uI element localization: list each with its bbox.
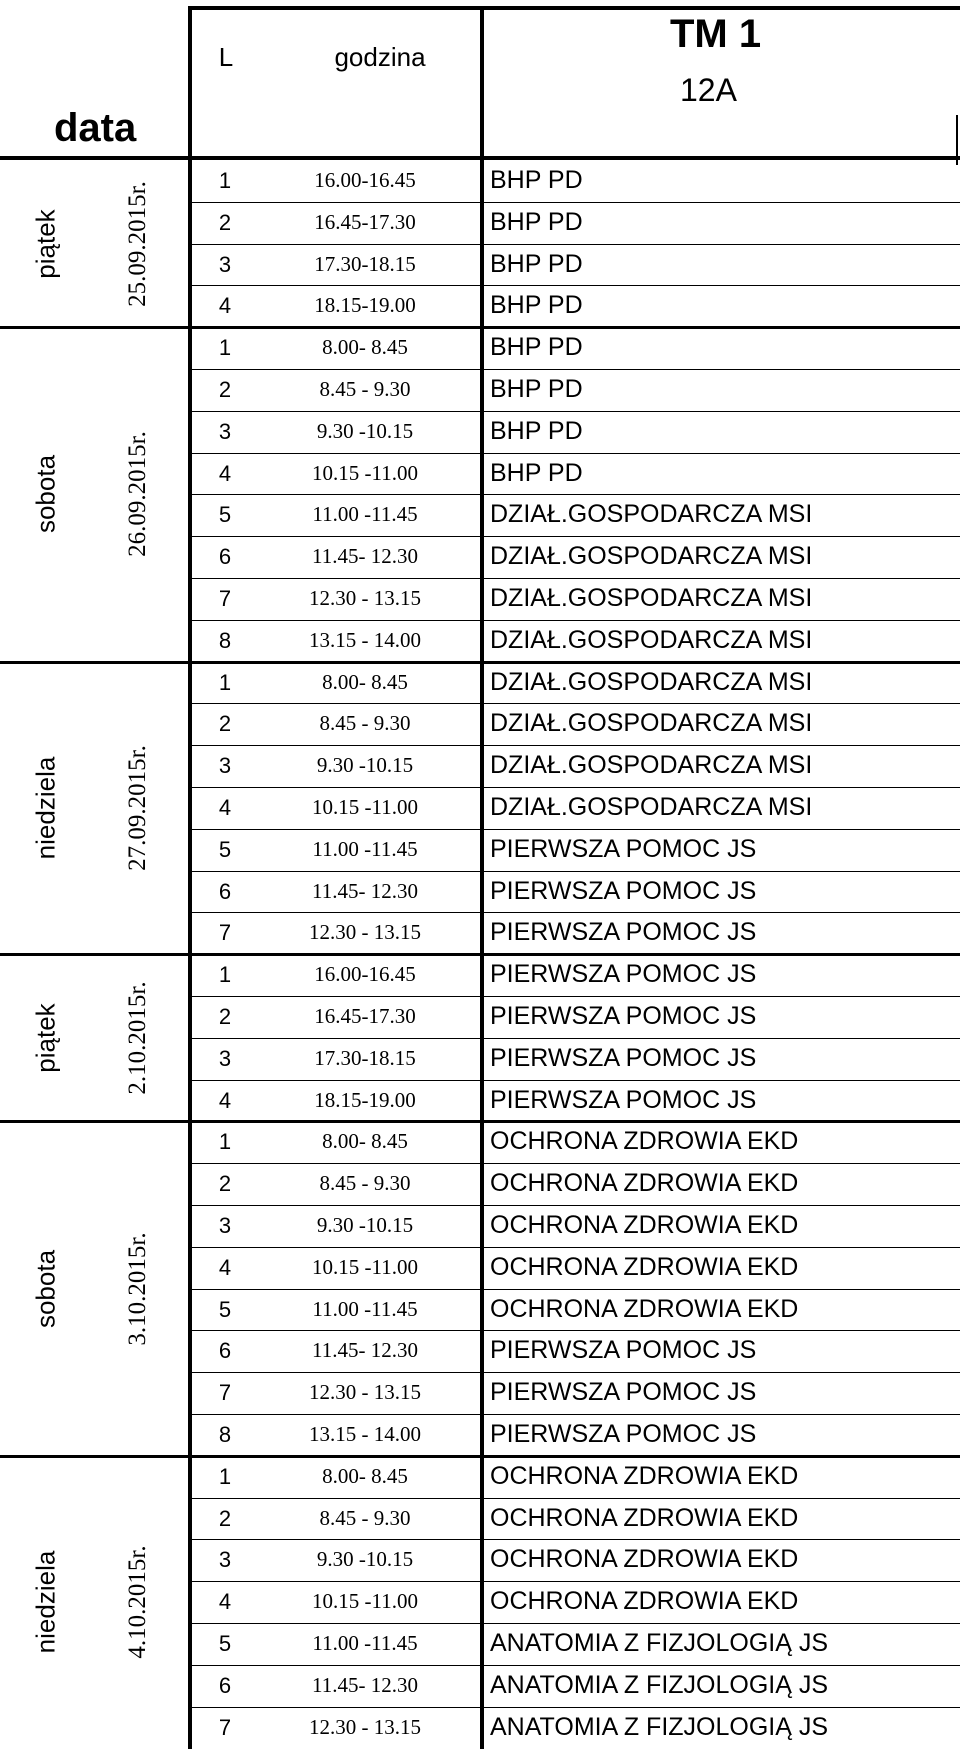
lesson-number: 1 [218,669,232,695]
lesson-time: 12.30 - 13.15 [309,920,421,945]
lesson-number: 4 [218,1087,232,1113]
lesson-time: 18.15-19.00 [314,1087,416,1112]
lesson-subject: ANATOMIA Z FIZJOLOGIĄ JS [490,1712,829,1741]
day-date: 25.09.2015r. [124,180,151,307]
lesson-subject: ANATOMIA Z FIZJOLOGIĄ JS [490,1670,829,1699]
lesson-number: 5 [218,502,232,528]
lesson-number: 7 [218,920,232,946]
lesson-time: 11.00 -11.45 [312,1296,418,1321]
lesson-number: 7 [218,586,232,611]
lesson-number: 1 [218,962,232,988]
lesson-number: 4 [218,795,232,820]
lesson-subject: PIERWSZA POMOC JS [490,918,757,947]
lesson-subject: OCHRONA ZDROWIA EKD [490,1545,799,1574]
lesson-number: 2 [218,209,232,235]
lesson-time: 11.45- 12.30 [312,544,418,569]
lesson-subject: PIERWSZA POMOC JS [490,876,757,905]
lesson-number: 2 [218,1505,232,1531]
lesson-subject: BHP PD [490,458,583,487]
lesson-number: 5 [218,836,232,862]
lesson-subject: BHP PD [490,249,583,278]
lesson-number: 6 [218,1338,232,1364]
left-border [188,8,192,1749]
lesson-time: 17.30-18.15 [314,251,416,276]
room-label: 12A [680,72,737,108]
day-name: sobota [30,1249,61,1328]
column-header-date: data [54,106,137,150]
group-title: TM 1 [670,12,762,56]
lesson-time: 10.15 -11.00 [312,1254,418,1279]
lesson-number: 4 [218,1589,232,1615]
day-separator [0,661,960,664]
lesson-time: 8.00- 8.45 [322,335,408,360]
lesson-subject: PIERWSZA POMOC JS [490,1420,757,1448]
lesson-number: 4 [218,460,232,486]
lesson-subject: DZIAŁ.GOSPODARCZA MSI [490,751,813,780]
lesson-number: 3 [218,251,232,277]
lesson-subject: OCHRONA ZDROWIA EKD [490,1294,799,1323]
lesson-time: 13.15 - 14.00 [309,1422,421,1446]
lesson-number: 2 [218,1171,232,1197]
lesson-time: 11.45- 12.30 [312,878,418,903]
lesson-number: 8 [218,627,232,653]
lesson-subject: DZIAŁ.GOSPODARCZA MSI [490,667,813,696]
column-header-lesson: L [218,42,234,72]
lesson-time: 10.15 -11.00 [312,460,418,485]
day-date: 27.09.2015r. [124,745,151,871]
lesson-number: 1 [218,335,232,361]
lesson-number: 6 [218,1672,232,1698]
lesson-subject: PIERWSZA POMOC JS [490,1336,757,1365]
lesson-time: 9.30 -10.15 [316,1547,414,1572]
day-separator [0,1120,960,1123]
lesson-subject: OCHRONA ZDROWIA EKD [490,1503,799,1532]
lesson-number: 5 [218,1631,232,1656]
header-separator [0,156,960,160]
subject-column-divider [480,8,484,1749]
lesson-number: 4 [218,293,232,319]
lesson-time: 8.00- 8.45 [322,1129,408,1154]
lesson-number: 3 [218,1547,232,1573]
lesson-time: 12.30 - 13.15 [309,1380,421,1405]
lesson-time: 8.00- 8.45 [322,669,408,694]
lesson-subject: DZIAŁ.GOSPODARCZA MSI [490,793,813,821]
lesson-subject: BHP PD [490,166,583,194]
lesson-subject: OCHRONA ZDROWIA EKD [490,1127,799,1156]
lesson-number: 4 [218,1254,232,1280]
day-name: piątek [30,1003,61,1073]
lesson-subject: ANATOMIA Z FIZJOLOGIĄ JS [490,1629,829,1657]
lesson-subject: DZIAŁ.GOSPODARCZA MSI [490,542,813,571]
lesson-subject: BHP PD [490,375,583,403]
lesson-number: 1 [218,1463,232,1489]
lesson-time: 8.00- 8.45 [322,1463,408,1488]
lesson-time: 16.45-17.30 [314,1004,416,1028]
lesson-time: 9.30 -10.15 [316,1213,414,1237]
lesson-time: 12.30 - 13.15 [309,1714,421,1739]
day-date: 2.10.2015r. [124,981,151,1095]
lesson-time: 10.15 -11.00 [312,795,418,819]
lesson-subject: OCHRONA ZDROWIA EKD [490,1587,799,1616]
lesson-number: 6 [218,878,232,904]
lesson-time: 16.00-16.45 [314,962,416,987]
lesson-subject: DZIAŁ.GOSPODARCZA MSI [490,584,813,612]
day-separator [0,326,960,329]
day-separator [0,953,960,956]
lesson-number: 7 [218,1714,232,1740]
day-date: 26.09.2015r. [124,431,151,558]
lesson-subject: PIERWSZA POMOC JS [490,834,757,863]
lesson-number: 1 [218,1129,232,1155]
top-border [188,6,960,10]
lesson-time: 9.30 -10.15 [316,418,414,443]
day-name: niedziela [30,756,61,860]
lesson-subject: BHP PD [490,333,583,362]
day-name: niedziela [30,1550,61,1654]
lesson-number: 6 [218,544,232,570]
lesson-time: 8.45 - 9.30 [319,1505,411,1530]
lesson-subject: BHP PD [490,207,583,236]
lesson-number: 8 [218,1422,232,1447]
lesson-time: 11.00 -11.45 [312,502,418,527]
lesson-subject: DZIAŁ.GOSPODARCZA MSI [490,625,813,654]
column-header-hour: godzina [334,42,426,72]
lesson-subject: OCHRONA ZDROWIA EKD [490,1211,799,1239]
lesson-subject: BHP PD [490,416,583,445]
lesson-time: 11.00 -11.45 [312,836,418,861]
lesson-time: 17.30-18.15 [314,1045,416,1070]
lesson-subject: PIERWSZA POMOC JS [490,1378,757,1407]
lesson-subject: OCHRONA ZDROWIA EKD [490,1461,799,1490]
lesson-time: 10.15 -11.00 [312,1589,418,1614]
lesson-time: 13.15 - 14.00 [309,627,421,652]
lesson-subject: OCHRONA ZDROWIA EKD [490,1169,799,1198]
lesson-number: 3 [218,753,232,779]
lesson-subject: OCHRONA ZDROWIA EKD [490,1252,799,1281]
lesson-time: 18.15-19.00 [314,293,416,318]
lesson-time: 8.45 - 9.30 [319,1171,411,1196]
lesson-time: 9.30 -10.15 [316,753,414,778]
day-name: piątek [30,208,61,279]
lesson-number: 2 [218,1004,232,1029]
day-date: 3.10.2015r. [124,1231,151,1346]
lesson-time: 16.00-16.45 [314,168,416,192]
lesson-number: 1 [218,168,232,193]
lesson-subject: PIERWSZA POMOC JS [490,1043,757,1072]
lesson-subject: BHP PD [490,291,583,320]
lesson-time: 11.45- 12.30 [312,1338,418,1363]
lesson-time: 8.45 - 9.30 [319,711,411,736]
lesson-time: 12.30 - 13.15 [309,586,421,610]
day-name: sobota [30,455,61,534]
lesson-number: 3 [218,1045,232,1071]
lesson-subject: DZIAŁ.GOSPODARCZA MSI [490,709,813,738]
lesson-number: 3 [218,1213,232,1238]
lesson-time: 16.45-17.30 [314,209,416,234]
lesson-time: 11.45- 12.30 [312,1672,418,1697]
lesson-subject: PIERWSZA POMOC JS [490,1002,757,1030]
lesson-number: 2 [218,377,232,402]
lesson-number: 5 [218,1296,232,1322]
lesson-number: 2 [218,711,232,737]
day-separator [0,1455,960,1458]
lesson-subject: DZIAŁ.GOSPODARCZA MSI [490,500,813,529]
lesson-number: 3 [218,418,232,444]
lesson-time: 11.00 -11.45 [312,1631,418,1655]
lesson-number: 7 [218,1380,232,1406]
lesson-subject: PIERWSZA POMOC JS [490,960,757,989]
day-date: 4.10.2015r. [124,1545,151,1659]
lesson-time: 8.45 - 9.30 [319,377,411,401]
lesson-subject: PIERWSZA POMOC JS [490,1085,757,1114]
